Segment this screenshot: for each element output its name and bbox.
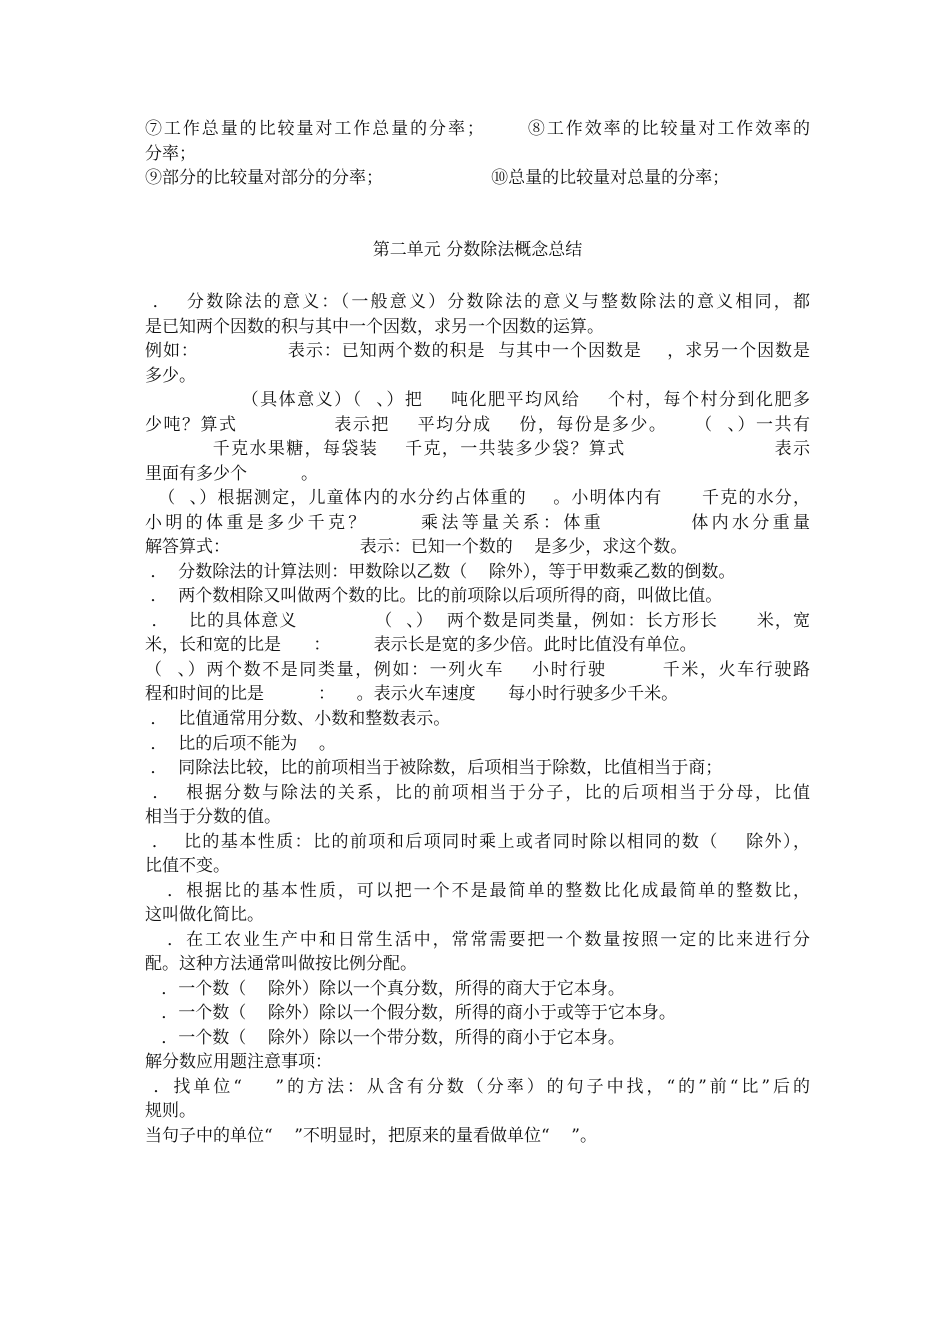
- text-line: ． 比的后项不能为 。: [145, 734, 336, 754]
- text-line: 里面有多少个 。: [145, 464, 319, 484]
- text-line: （ 、）根据测定，儿童体内的水分约占体重的 。小明体内有 千克的水分，: [145, 488, 810, 508]
- text-line: ． 比值通常用分数、小数和整数表示。: [145, 709, 451, 729]
- text-line: ． 分数除法的计算法则：甲数除以乙数（ 除外），等于甲数乘乙数的倒数。: [145, 562, 736, 582]
- text-line: ．在工农业生产中和日常生活中，常常需要把一个数量按照一定的比来进行分: [145, 930, 810, 950]
- text-line: ．一个数（ 除外）除以一个真分数，所得的商大于它本身。: [145, 979, 625, 999]
- section-title: 第二单元 分数除法概念总结: [372, 240, 583, 260]
- text-line: （ 、）两个数不是同类量，例如：一列火车 小时行驶 千米，火车行驶路: [145, 660, 810, 680]
- text-line: ⑨部分的比较量对部分的分率； ⑩总量的比较量对总量的分率；: [145, 168, 730, 188]
- text-line: 少吨？算式 表示把 平均分成 份，每份是多少。 （ 、）一共有: [145, 415, 810, 435]
- text-line: 配。这种方法通常叫做按比例分配。: [145, 954, 417, 974]
- text-line: 规则。: [145, 1101, 196, 1121]
- text-line: 这叫做化简比。: [145, 905, 264, 925]
- text-line: 千克水果糖，每袋装 千克，一共装多少袋？算式 表示: [145, 439, 810, 459]
- text-line: 分率；: [145, 144, 196, 164]
- text-line: ．一个数（ 除外）除以一个带分数，所得的商小于它本身。: [145, 1028, 625, 1048]
- text-line: 解分数应用题注意事项：: [145, 1052, 332, 1072]
- text-line: ．根据比的基本性质，可以把一个不是最简单的整数比化成最简单的整数比，: [145, 881, 810, 901]
- text-line: 多少。: [145, 366, 196, 386]
- text-line: 解答算式： 表示：已知一个数的 是多少，求这个数。: [145, 537, 688, 557]
- text-line: ． 比的基本性质：比的前项和后项同时乘上或者同时除以相同的数（ 除外），: [145, 832, 810, 852]
- text-line: 例如： 表示：已知两个数的积是 与其中一个因数是 ，求另一个因数是: [145, 341, 810, 361]
- text-line: 比值不变。: [145, 856, 230, 876]
- text-line: 小明的体重是多少千克？ 乘法等量关系：体重 体内水分重量: [145, 513, 810, 533]
- text-line: ． 两个数相除又叫做两个数的比。比的前项除以后项所得的商，叫做比值。: [145, 586, 723, 606]
- text-line: ． 同除法比较，比的前项相当于被除数，后项相当于除数，比值相当于商；: [145, 758, 723, 778]
- text-line: 是已知两个因数的积与其中一个因数，求另一个因数的运算。: [145, 317, 604, 337]
- text-line: ． 根据分数与除法的关系，比的前项相当于分子，比的后项相当于分母，比值: [145, 783, 810, 803]
- text-line: ⑦工作总量的比较量对工作总量的分率； ⑧工作效率的比较量对工作效率的: [145, 119, 810, 139]
- text-line: ．一个数（ 除外）除以一个假分数，所得的商小于或等于它本身。: [145, 1003, 676, 1023]
- text-line: （具体意义）（ 、）把 吨化肥平均风给 个村，每个村分到化肥多: [145, 390, 810, 410]
- text-line: 相当于分数的值。: [145, 807, 281, 827]
- text-line: 米，长和宽的比是 ： 表示长是宽的多少倍。此时比值没有单位。: [145, 635, 697, 655]
- text-line: ．找单位“ ”的方法：从含有分数（分率）的句子中找，“的”前“比”后的: [145, 1077, 810, 1097]
- text-line: 程和时间的比是 ： 。表示火车速度 每小时行驶多少千米。: [145, 684, 679, 704]
- text-line: ． 分数除法的意义：（一般意义）分数除法的意义与整数除法的意义相同，都: [145, 292, 810, 312]
- text-line: ． 比的具体意义 （ 、） 两个数是同类量，例如：长方形长 米，宽: [145, 611, 810, 631]
- text-line: 当句子中的单位“ ”不明显时，把原来的量看做单位“ ”。: [145, 1126, 597, 1146]
